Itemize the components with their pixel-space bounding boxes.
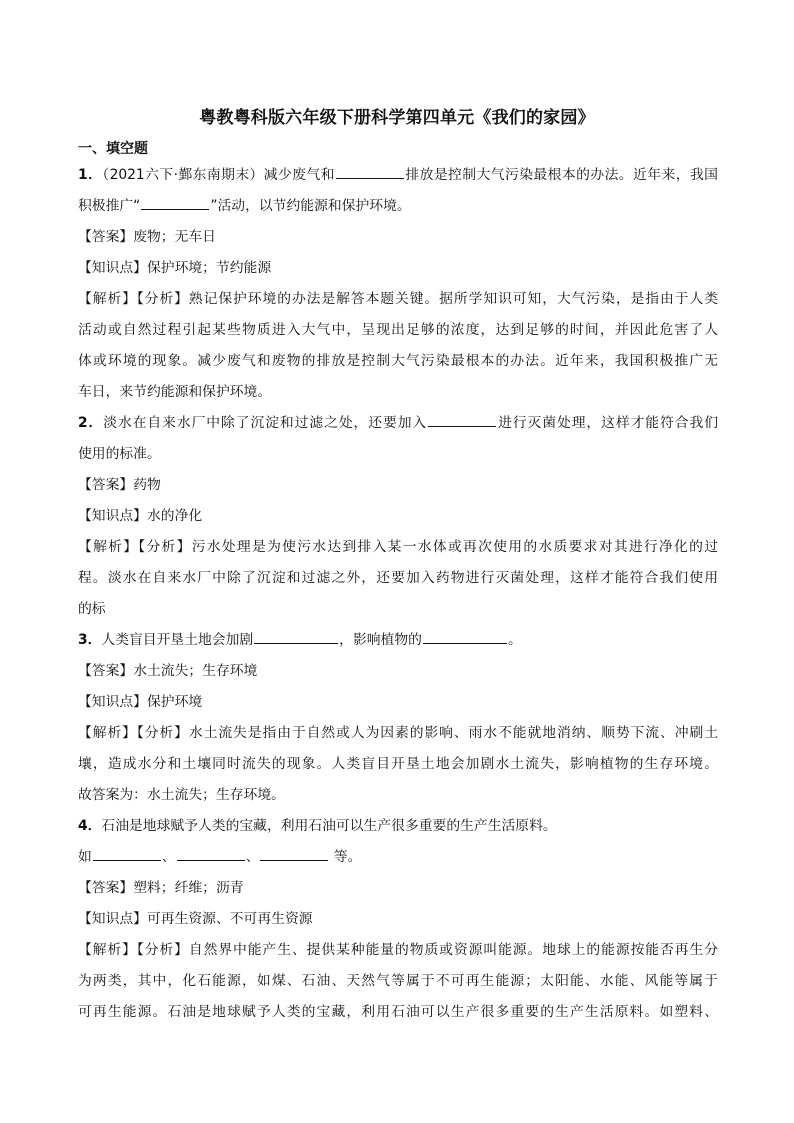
q4-text-b: 如 [78,849,92,865]
q2-line2: 使用的标准。 [78,446,161,462]
q1-kp-text: 保护环境；节约能源 [146,260,272,276]
knowledge-tag: 【知识点】 [78,694,147,710]
q1-text-d: ”活动，以节约能源和保护环境。 [210,198,411,214]
analysis-tag: 【解析】【分析】 [78,539,192,555]
knowledge-tag: 【知识点】 [78,911,147,927]
q2-text-b: 进行灭菌处理，这样才能符合我们 [497,415,718,431]
q3-number: 3． [78,632,102,648]
q1-blank-2 [141,195,209,210]
q1-number: 1． [78,167,103,183]
q3-blank-2 [423,629,507,644]
knowledge-tag: 【知识点】 [78,508,147,524]
answer-tag: 【答案】 [78,663,134,679]
q2-analysis-line1 [78,535,718,559]
q1-answer [78,225,718,249]
q2-analysis-line3: 的标 [78,601,106,617]
q3-line1 [78,628,718,652]
q4-analysis-text-1: 自然界中能产生、提供某种能量的物质或资源叫能源。地球上的能源按能否再生分 [188,942,718,958]
q4-analysis-line1 [78,938,718,962]
q2-knowledge-point [78,504,718,528]
q4-number: 4． [78,818,102,834]
q1-knowledge-point [78,256,718,280]
q2-number: 2． [78,415,104,431]
q2-analysis-text-1: 污水处理是为使污水达到排入某一水体或再次使用的水质要求对其进行净化的过 [191,539,718,555]
q4-kp-text: 可再生资源、不可再生资源 [146,911,313,927]
q1-analysis-text-1: 熟记保护环境的办法是解答本题关键。据所学知识可知，大气污染，是指由于人类 [188,291,718,307]
q2-answer-text: 药物 [133,477,161,493]
q2-text-a: 淡水在自来水厂中除了沉淀和过滤之处，还要加入 [103,415,428,431]
q1-text-b: 排放是控制大气污染最根本的办法。近年来，我国 [404,167,718,183]
document-title: 粤教粤科版六年级下册科学第四单元《我们的家园》 [199,108,595,128]
section-heading: 一、填空题 [78,141,148,157]
q4-line1 [78,814,718,838]
q4-text-end: 等。 [329,849,362,865]
q4-sep-1: 、 [161,849,176,865]
q4-knowledge-point [78,907,718,931]
q4-answer-text: 塑料；纤维；沥青 [133,880,244,896]
q3-blank-1 [254,629,338,644]
q3-text-a: 人类盲目开垦土地会加剧 [101,632,254,648]
q1-text-a: （2021六下·鄞东南期末）减少废气和 [102,167,335,183]
q3-analysis-text-1: 水土流失是指由于自然或人为因素的影响、雨水不能就地消纳、顺势下流、冲刷土 [188,725,718,741]
answer-tag: 【答案】 [78,880,134,896]
q2-blank-1 [428,412,496,427]
answer-tag: 【答案】 [78,229,134,245]
q1-line2 [78,194,718,218]
q4-blank-1 [93,846,161,861]
q3-analysis-line2: 壤，造成水分和土壤同时流失的现象。人类盲目开垦土地会加剧水土流失，影响植物的生存环境。 [78,756,718,772]
q3-kp-text: 保护环境 [146,694,203,710]
q1-analysis-line2: 活动或自然过程引起某些物质进入大气中，呈现出足够的浓度，达到足够的时间，并因此危害了人 [78,322,718,338]
analysis-tag: 【解析】【分析】 [78,291,189,307]
q1-answer-text: 废物；无车日 [133,229,216,245]
q3-analysis-line3: 故答案为：水土流失；生存环境。 [78,787,285,803]
q4-answer [78,876,718,900]
q1-analysis-line3: 体或环境的现象。减少废气和废物的排放是控制大气污染最根本的办法。近年来，我国积极推广无 [78,353,718,369]
q1-text-c: 积极推广“ [78,198,141,214]
q4-text-a: 石油是地球赋予人类的宝藏，利用石油可以生产很多重要的生产生活原料。 [101,818,557,834]
q2-kp-text: 水的净化 [146,508,203,524]
q3-text-c: 。 [507,632,522,648]
q4-sep-2: 、 [245,849,260,865]
q4-analysis-line3: 可再生能源。石油是地球赋予人类的宝藏，利用石油可以生产很多重要的生产生活原料。如塑料、 [78,1004,718,1020]
q4-blank-3 [260,846,328,861]
q3-knowledge-point [78,690,718,714]
q3-analysis-line1 [78,721,718,745]
q4-line2 [78,845,718,869]
q2-analysis-line2: 程。淡水在自来水厂中除了沉淀和过滤之外，还要加入药物进行灭菌处理，这样才能符合我们使用 [78,570,718,586]
q1-analysis-line1 [78,287,718,311]
q1-blank-1 [336,164,404,179]
q2-line1 [78,411,718,435]
q3-text-b: ，影响植物的 [339,632,422,648]
q1-analysis-line4: 车日，来节约能源和保护环境。 [78,384,272,400]
answer-tag: 【答案】 [78,477,134,493]
analysis-tag: 【解析】【分析】 [78,942,189,958]
q3-answer [78,659,718,683]
q4-analysis-line2: 为两类，其中，化石能源，如煤、石油、天然气等属于不可再生能源；太阳能、水能、风能等属于 [78,973,718,989]
q3-answer-text: 水土流失；生存环境 [133,663,258,679]
q1-line1 [78,163,718,187]
q4-blank-2 [177,846,245,861]
knowledge-tag: 【知识点】 [78,260,147,276]
analysis-tag: 【解析】【分析】 [78,725,189,741]
q2-answer [78,473,718,497]
